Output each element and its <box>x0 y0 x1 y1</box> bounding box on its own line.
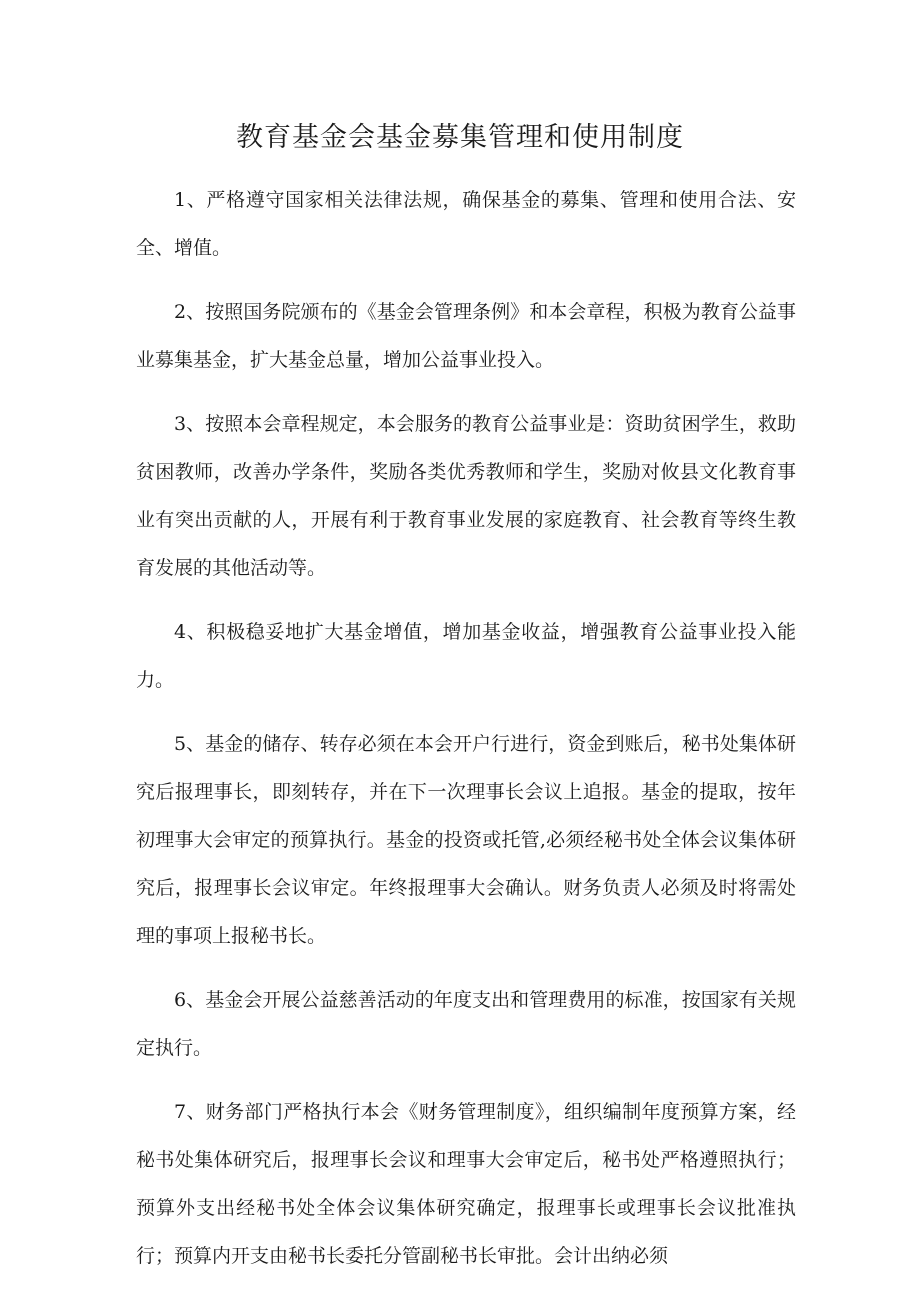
document-body <box>136 176 796 1296</box>
paragraph-2: 2、按照国务院颁布的《基金会管理条例》和本会章程，积极为教育公益事业募集基金，扩大基金总量，增加公益事业投入。 <box>136 301 796 371</box>
paragraph-5: 5、基金的储存、转存必须在本会开户行进行，资金到账后，秘书处集体研究后报理事长，即刻转存，并在下一次理事长会议上追报。基金的提取，按年初理事大会审定的预算执行。基金的投资或托管,必须经秘书处全体会议集体研究后，报理事长会议审定。年终报理事大会确认。财务负责人必须及时将需处理的事项上报秘书长。 <box>136 733 796 947</box>
paragraph-1: 1、严格遵守国家相关法律法规，确保基金的募集、管理和使用合法、安全、增值。 <box>136 189 796 259</box>
paragraph-6: 6、基金会开展公益慈善活动的年度支出和管理费用的标准，按国家有关规定执行。 <box>136 989 796 1059</box>
document-title: 教育基金会基金募集管理和使用制度 <box>236 122 684 153</box>
paragraph-4: 4、积极稳妥地扩大基金增值，增加基金收益，增强教育公益事业投入能力。 <box>136 621 796 691</box>
paragraph-7: 7、财务部门严格执行本会《财务管理制度》，组织编制年度预算方案，经秘书处集体研究后，报理事长会议和理事大会审定后，秘书处严格遵照执行；预算外支出经秘书处全体会议集体研究确定，报理事长或理事长会议批准执行；预算内开支由秘书长委托分管副秘书长审批。会计出纳必须 <box>136 1101 796 1267</box>
paragraph-3: 3、按照本会章程规定，本会服务的教育公益事业是：资助贫困学生，救助贫困教师，改善办学条件，奖励各类优秀教师和学生，奖励对攸县文化教育事业有突出贡献的人，开展有利于教育事业发展的家庭教育、社会教育等终生教育发展的其他活动等。 <box>136 413 796 579</box>
